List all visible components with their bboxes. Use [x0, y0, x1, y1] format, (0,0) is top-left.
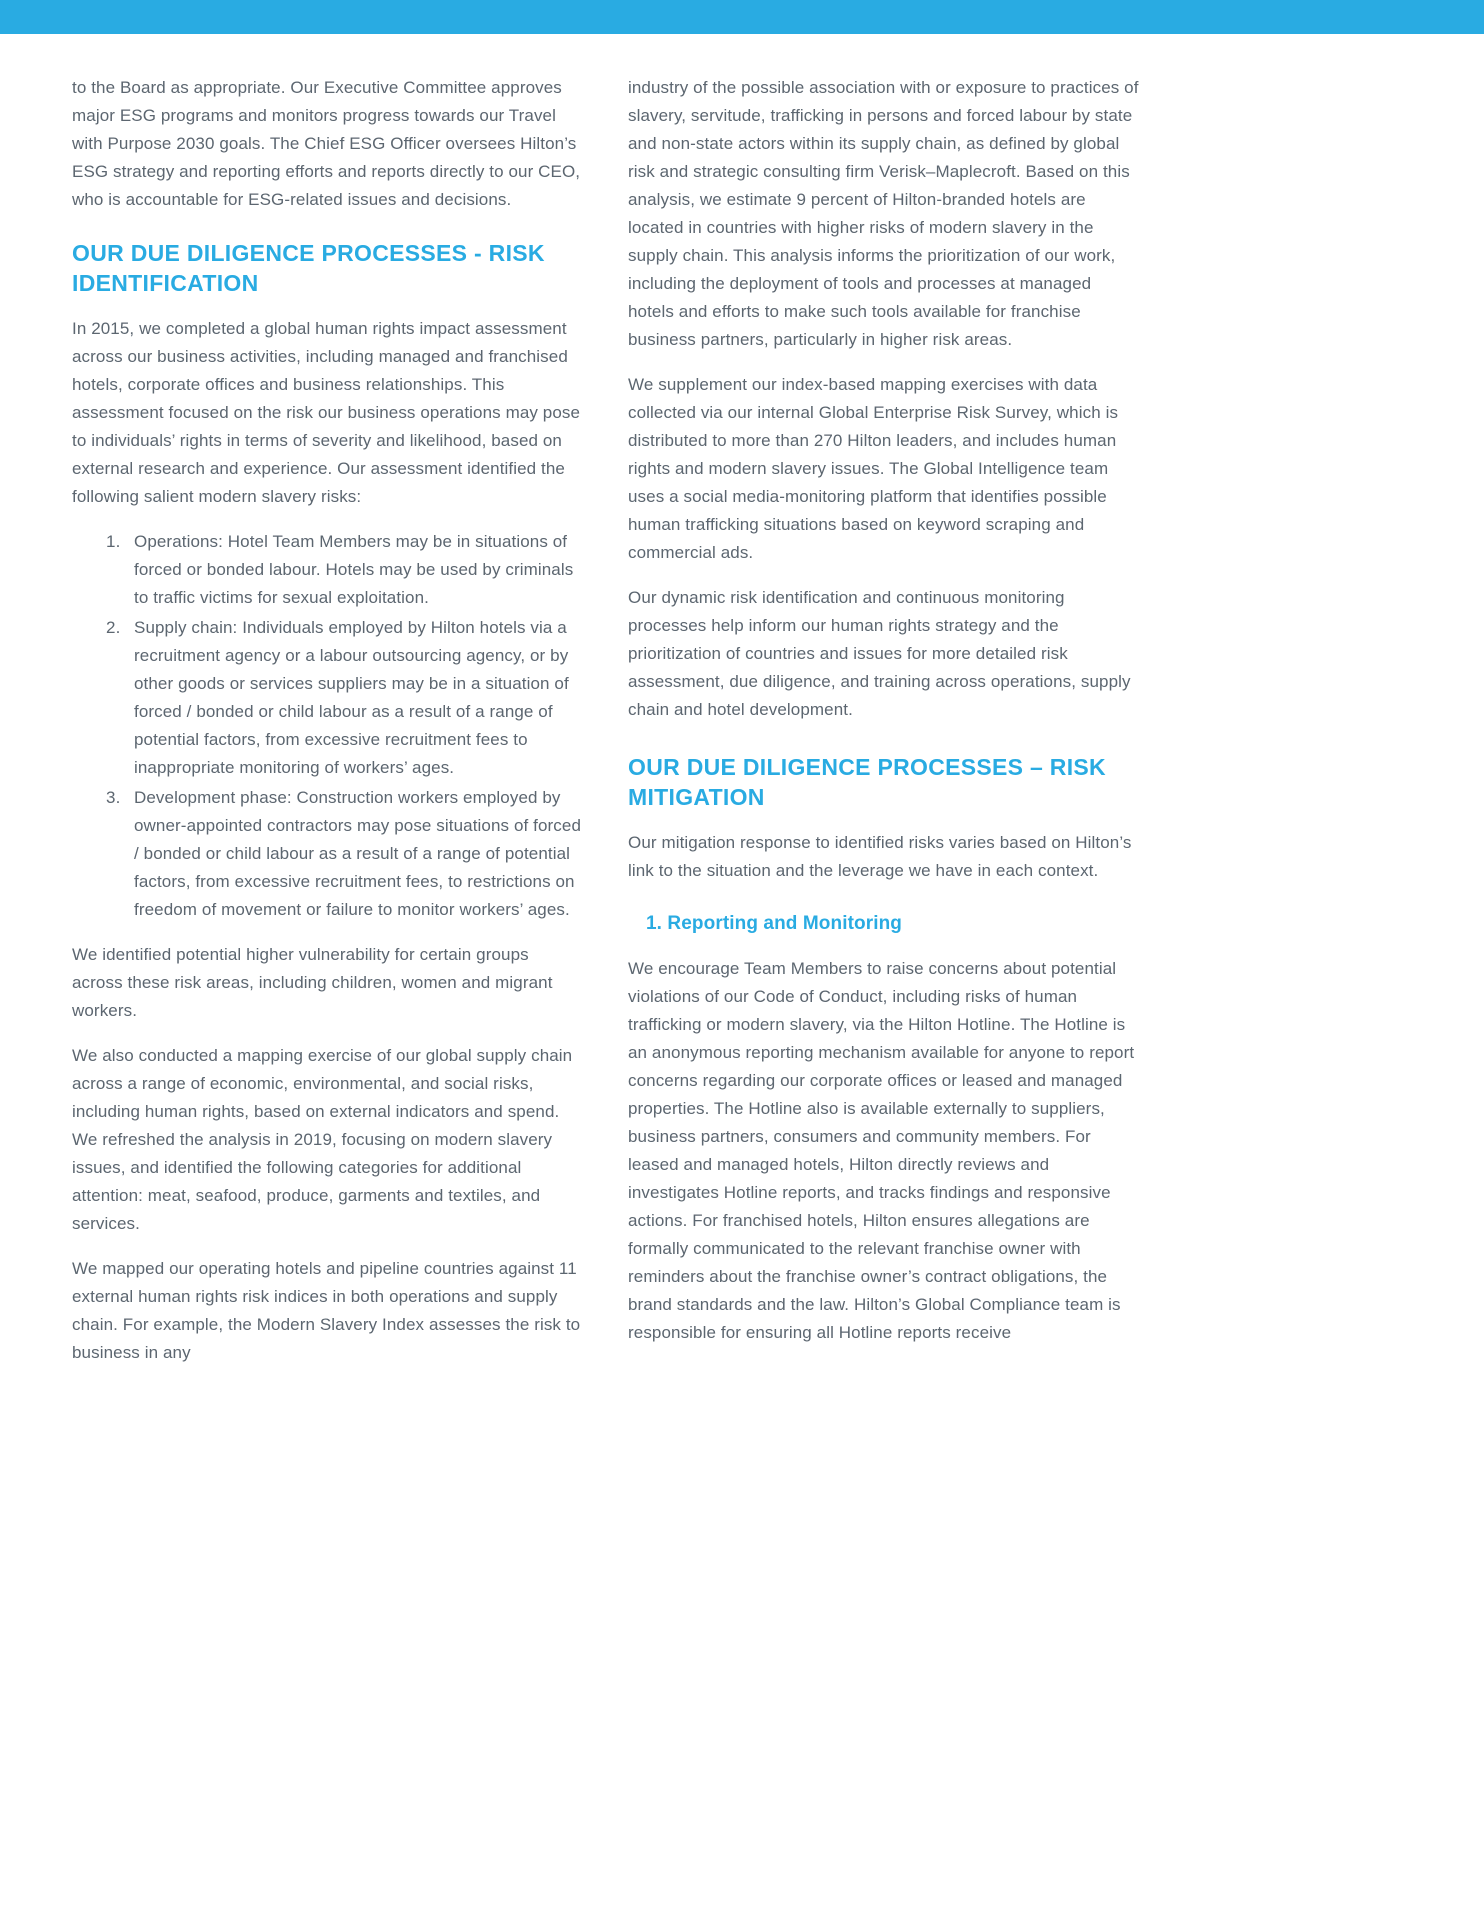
paragraph-mitigation-response: Our mitigation response to identified risks varies based on Hilton’s link to the situation and the leverage we have in each context.	[628, 833, 1132, 880]
paragraph-mapping-exercise: We also conducted a mapping exercise of our global supply chain across a range of economic, environmental, and social risks, including human rights, based on external indicators and spend. We refreshed the analysis in 2019, focusing on modern slavery issues, and identified the following categories for additional attention: meat, seafood, produce, garments and textiles, and services.	[72, 1046, 573, 1233]
paragraph-risk-indices: We mapped our operating hotels and pipeline countries against 11 external human rights risk indices in both operations and supply chain. For example, the Modern Slavery Index assesses the risk to business in any	[72, 1259, 581, 1362]
paragraph-hotline: We encourage Team Members to raise concerns about potential violations of our Code of Conduct, including risks of human trafficking or modern slavery, via the Hilton Hotline. The Hotline is an anonymous reporting mechanism available for anyone to report concerns regarding our corporate offices or leased and managed properties. The Hotline also is available externally to suppliers, business partners, consumers and community members. For leased and managed hotels, Hilton directly reviews and investigates Hotline reports, and tracks findings and responsive actions. For franchised hotels, Hilton ensures allegations are formally communicated to the relevant franchise owner with reminders about the franchise owner’s contract obligations, the brand standards and the law. Hilton’s Global Compliance team is responsible for ensuring all Hotline reports receive	[628, 959, 1135, 1342]
top-accent-bar	[0, 0, 1484, 34]
subsection-heading-reporting-monitoring: 1. Reporting and Monitoring	[646, 913, 903, 934]
risk-list-item-supply-chain: Supply chain: Individuals employed by Hilton hotels via a recruitment agency or a labour outsourcing agency, or by other goods or services suppliers may be in a situation of forced / bonded or child labour as a result of a range of potential factors, from excessive recruitment fees to inappropriate monitoring of workers’ ages.	[134, 618, 569, 777]
salient-risks-list	[72, 528, 584, 924]
page-content	[0, 34, 1484, 1384]
right-column	[628, 74, 1140, 1384]
risk-list-item-operations: Operations: Hotel Team Members may be in situations of forced or bonded labour. Hotels may be used by criminals to traffic victims for sexual exploitation.	[134, 532, 574, 607]
section-heading-risk-identification: OUR DUE DILIGENCE PROCESSES - RISK IDENTIFICATION	[72, 240, 545, 296]
section-heading-risk-mitigation: OUR DUE DILIGENCE PROCESSES – RISK MITIGATION	[628, 754, 1106, 810]
paragraph-dynamic-risk: Our dynamic risk identification and continuous monitoring processes help inform our human rights strategy and the prioritization of countries and issues for more detailed risk assessment, due diligence, and training across operations, supply chain and hotel development.	[628, 588, 1131, 719]
paragraph-vulnerable-groups: We identified potential higher vulnerability for certain groups across these risk areas, including children, women and migrant workers.	[72, 945, 553, 1020]
paragraph-risk-assessment: In 2015, we completed a global human rights impact assessment across our business activities, including managed and franchised hotels, corporate offices and business relationships. This assessment focused on the risk our business operations may pose to individuals’ rights in terms of severity and likelihood, based on external research and experience. Our assessment identified the following salient modern slavery risks:	[72, 319, 581, 506]
risk-list-item-development: Development phase: Construction workers employed by owner-appointed contractors may pose situations of forced / bonded or child labour as a result of a range of potential factors, from excessive recruitment fees, to restrictions on freedom of movement or failure to monitor workers’ ages.	[134, 788, 581, 919]
paragraph-slavery-index: industry of the possible association with or exposure to practices of slavery, servitude, trafficking in persons and forced labour by state and non-state actors within its supply chain, as defined by global risk and strategic consulting firm Verisk–Maplecroft. Based on this analysis, we estimate 9 percent of Hilton-branded hotels are located in countries with higher risks of modern slavery in the supply chain. This analysis informs the prioritization of our work, including the deployment of tools and processes at managed hotels and efforts to make such tools available for franchise business partners, particularly in higher risk areas.	[628, 78, 1139, 349]
intro-paragraph: to the Board as appropriate. Our Executive Committee approves major ESG programs and monitors progress towards our Travel with Purpose 2030 goals. The Chief ESG Officer oversees Hilton’s ESG strategy and reporting efforts and reports directly to our CEO, who is accountable for ESG-related issues and decisions.	[72, 78, 581, 209]
left-column	[72, 74, 584, 1384]
paragraph-risk-survey: We supplement our index-based mapping exercises with data collected via our internal Global Enterprise Risk Survey, which is distributed to more than 270 Hilton leaders, and includes human rights and modern slavery issues. The Global Intelligence team uses a social media-monitoring platform that identifies possible human trafficking situations based on keyword scraping and commercial ads.	[628, 375, 1119, 562]
